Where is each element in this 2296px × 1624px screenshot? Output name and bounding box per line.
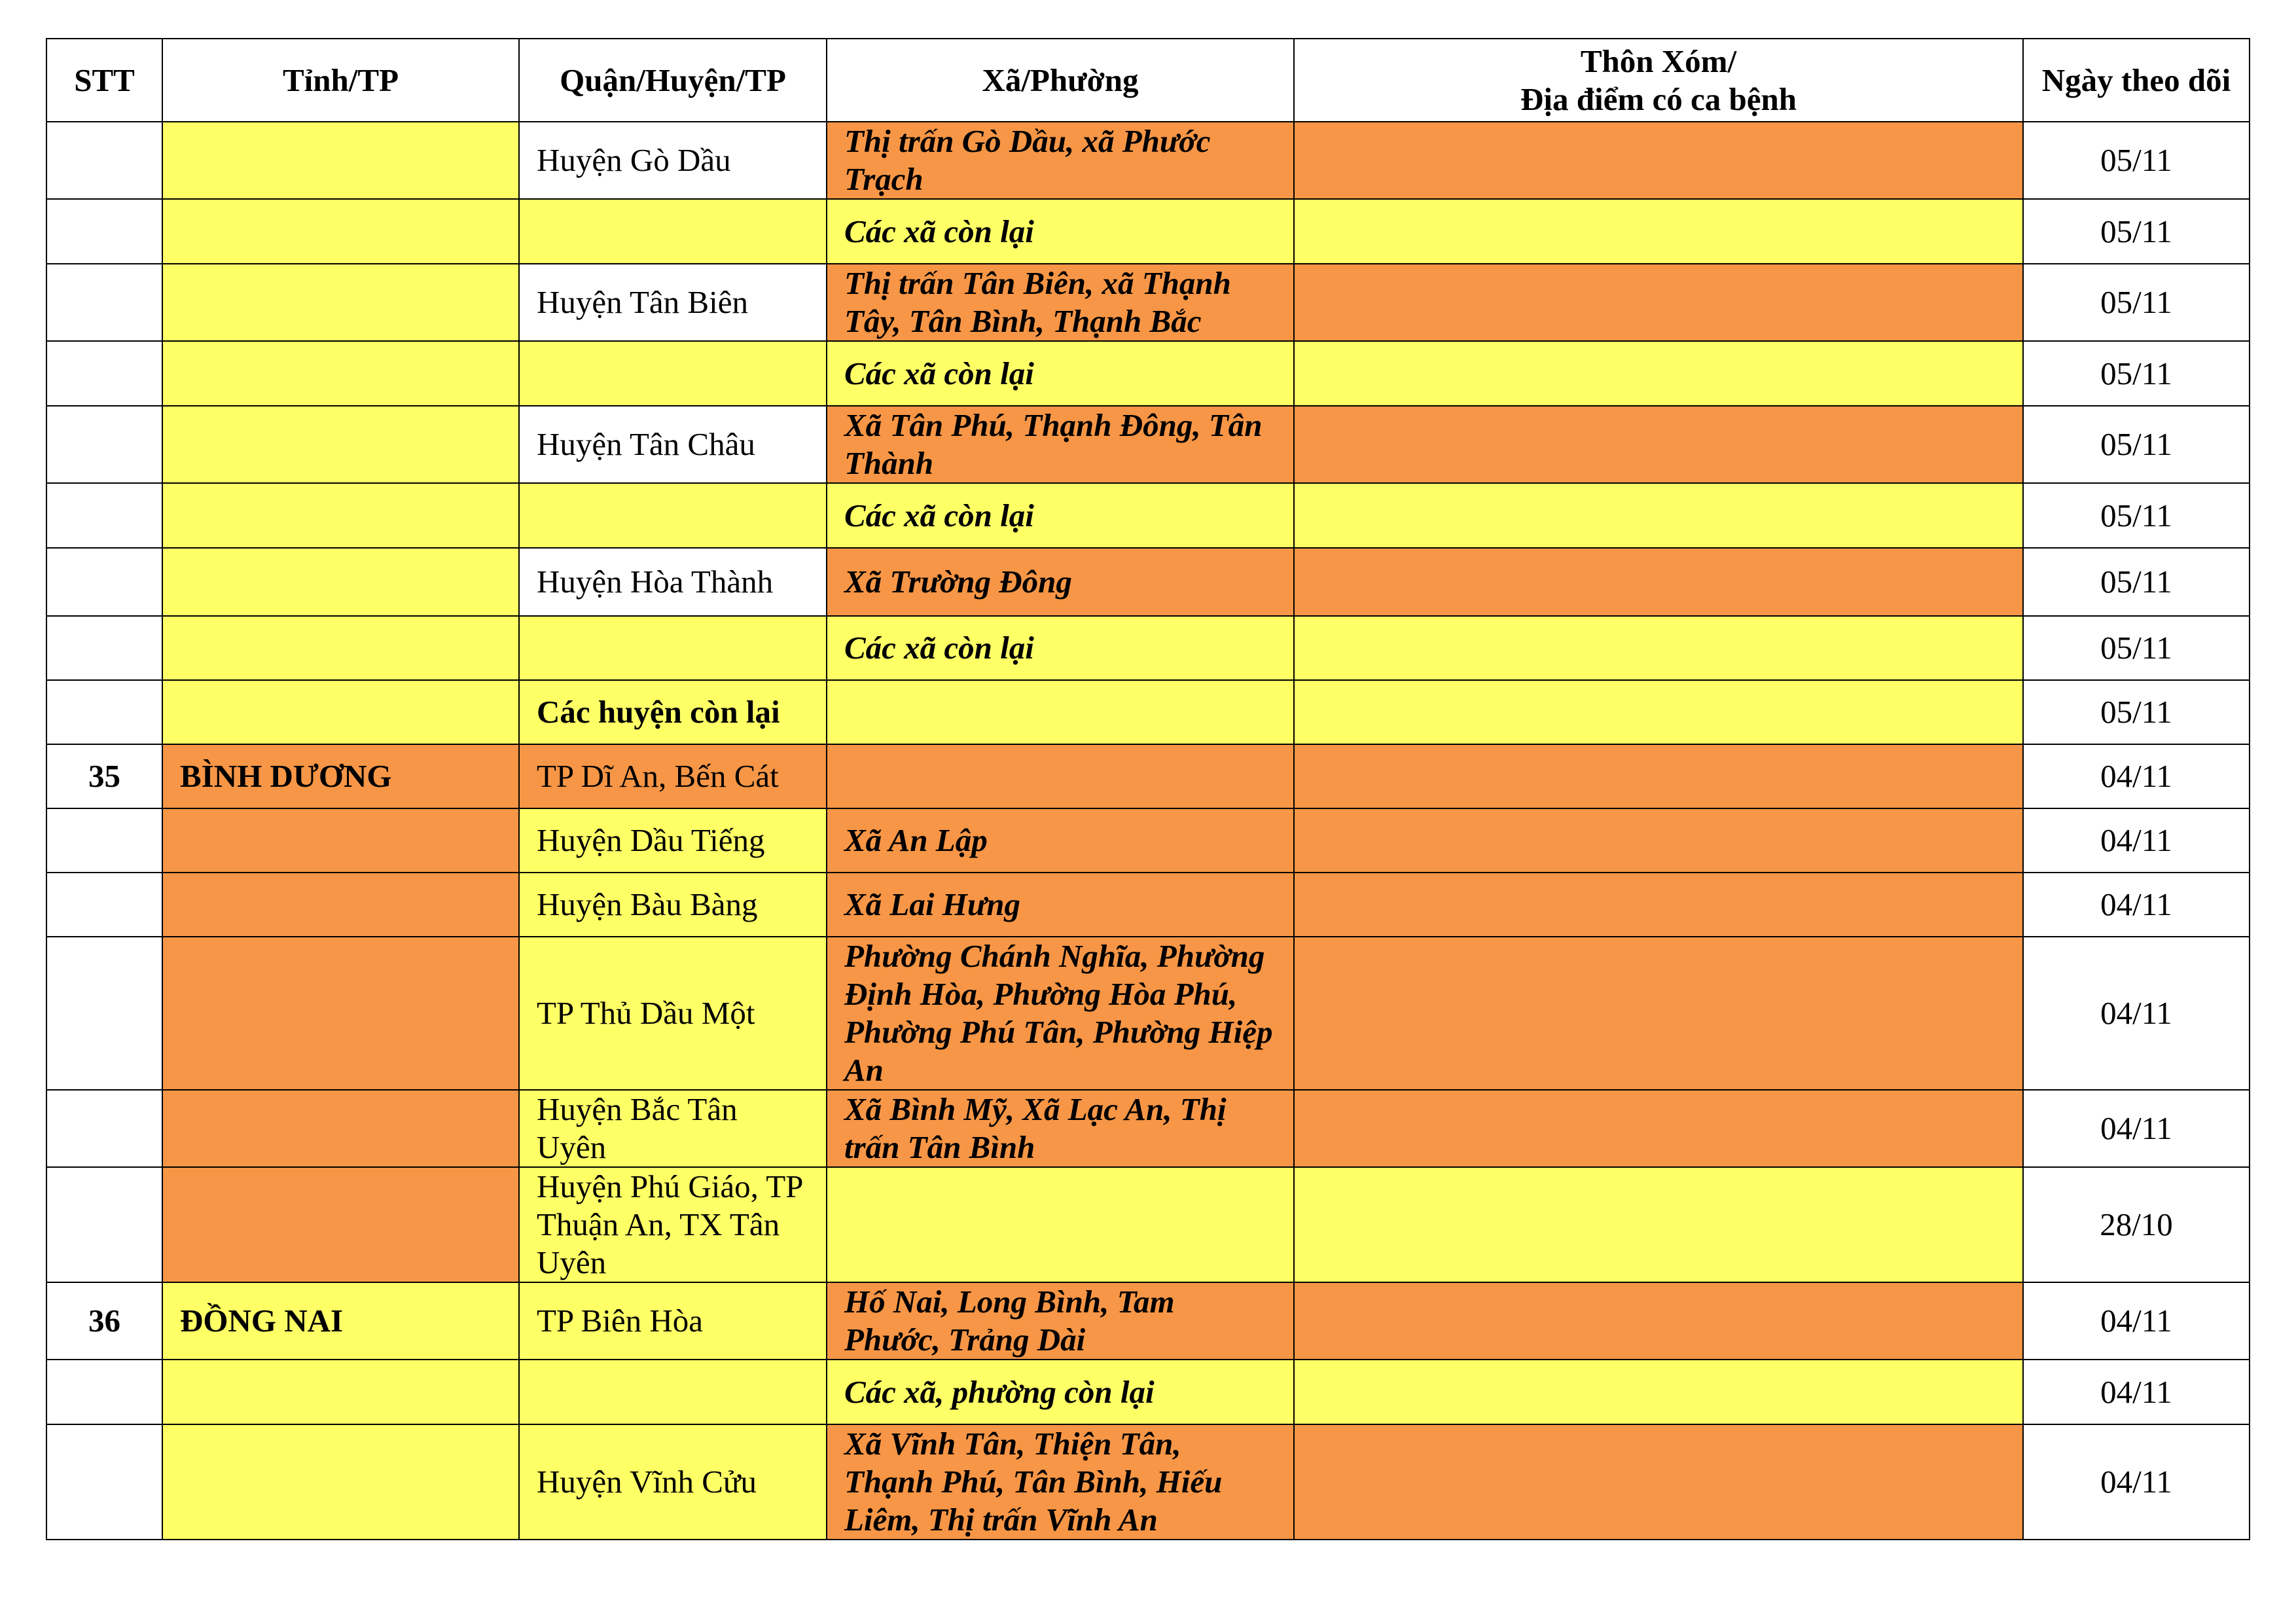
cell-date: 04/11 (2023, 1090, 2250, 1167)
cell-stt: 36 (46, 1282, 162, 1360)
cell-province (162, 808, 519, 873)
table-row (46, 199, 2250, 264)
cell-stt (46, 122, 162, 199)
cell-stt (46, 406, 162, 483)
table-row (46, 680, 2250, 744)
cell-district (519, 483, 827, 548)
header-hamlet-line2: Địa điểm có ca bệnh (1520, 81, 1797, 117)
cell-stt (46, 264, 162, 341)
table-row (46, 122, 2250, 199)
cell-province (162, 122, 519, 199)
cell-date: 05/11 (2023, 616, 2250, 680)
cell-ward: Hố Nai, Long Bình, Tam Phước, Trảng Dài (827, 1282, 1294, 1360)
table-row (46, 1424, 2250, 1540)
table-row (46, 616, 2250, 680)
cell-date: 05/11 (2023, 548, 2250, 616)
table-row (46, 937, 2250, 1090)
cell-ward: Xã Trường Đông (827, 548, 1294, 616)
cell-hamlet (1294, 264, 2023, 341)
cell-district: Các huyện còn lại (519, 680, 827, 744)
cell-date: 05/11 (2023, 199, 2250, 264)
cell-province (162, 937, 519, 1090)
cell-ward: Xã Vĩnh Tân, Thiện Tân, Thạnh Phú, Tân Bình, Hiếu Liêm, Thị trấn Vĩnh An (827, 1424, 1294, 1540)
cell-province (162, 1360, 519, 1424)
cell-ward: Xã Bình Mỹ, Xã Lạc An, Thị trấn Tân Bình (827, 1090, 1294, 1167)
cell-date: 04/11 (2023, 1424, 2250, 1540)
cell-ward: Xã An Lập (827, 808, 1294, 873)
table-header-row (46, 39, 2250, 122)
cell-district (519, 341, 827, 406)
header-stt: STT (46, 39, 162, 122)
cell-hamlet (1294, 808, 2023, 873)
cell-hamlet (1294, 744, 2023, 808)
cell-stt (46, 680, 162, 744)
cell-district (519, 199, 827, 264)
cell-district (519, 616, 827, 680)
cell-stt (46, 1360, 162, 1424)
cell-ward (827, 744, 1294, 808)
cell-district: Huyện Phú Giáo, TP Thuận An, TX Tân Uyên (519, 1167, 827, 1282)
table-row (46, 744, 2250, 808)
cell-ward: Xã Tân Phú, Thạnh Đông, Tân Thành (827, 406, 1294, 483)
cell-date: 04/11 (2023, 744, 2250, 808)
cell-date: 28/10 (2023, 1167, 2250, 1282)
cell-hamlet (1294, 680, 2023, 744)
table-row (46, 1360, 2250, 1424)
table-row (46, 406, 2250, 483)
cell-ward: Thị trấn Tân Biên, xã Thạnh Tây, Tân Bình, Thạnh Bắc (827, 264, 1294, 341)
cell-ward: Các xã còn lại (827, 483, 1294, 548)
case-tracking-table (46, 38, 2250, 1540)
cell-hamlet (1294, 1360, 2023, 1424)
header-district: Quận/Huyện/TP (519, 39, 827, 122)
cell-province (162, 1167, 519, 1282)
header-hamlet-line1: Thôn Xóm/ (1580, 43, 1737, 79)
header-hamlet (1294, 39, 2023, 122)
cell-district: Huyện Bàu Bàng (519, 873, 827, 937)
cell-date: 05/11 (2023, 680, 2250, 744)
cell-province (162, 341, 519, 406)
table-row (46, 1282, 2250, 1360)
cell-hamlet (1294, 937, 2023, 1090)
cell-district: Huyện Vĩnh Cửu (519, 1424, 827, 1540)
cell-stt (46, 808, 162, 873)
cell-district (519, 1360, 827, 1424)
table-row (46, 341, 2250, 406)
cell-province (162, 616, 519, 680)
cell-date: 05/11 (2023, 483, 2250, 548)
cell-hamlet (1294, 122, 2023, 199)
cell-province (162, 680, 519, 744)
cell-district: Huyện Hòa Thành (519, 548, 827, 616)
cell-hamlet (1294, 1282, 2023, 1360)
cell-date: 04/11 (2023, 873, 2250, 937)
cell-stt (46, 1090, 162, 1167)
cell-province (162, 483, 519, 548)
cell-hamlet (1294, 406, 2023, 483)
cell-ward: Các xã còn lại (827, 341, 1294, 406)
cell-hamlet (1294, 1167, 2023, 1282)
cell-stt: 35 (46, 744, 162, 808)
cell-district: Huyện Gò Dầu (519, 122, 827, 199)
cell-province: BÌNH DƯƠNG (162, 744, 519, 808)
cell-hamlet (1294, 483, 2023, 548)
cell-date: 04/11 (2023, 937, 2250, 1090)
header-date: Ngày theo dõi (2023, 39, 2250, 122)
cell-date: 05/11 (2023, 341, 2250, 406)
cell-district: Huyện Tân Châu (519, 406, 827, 483)
cell-hamlet (1294, 341, 2023, 406)
header-ward: Xã/Phường (827, 39, 1294, 122)
cell-district: TP Biên Hòa (519, 1282, 827, 1360)
header-province: Tỉnh/TP (162, 39, 519, 122)
cell-province (162, 199, 519, 264)
table-row (46, 808, 2250, 873)
cell-hamlet (1294, 199, 2023, 264)
cell-hamlet (1294, 1424, 2023, 1540)
table-row (46, 873, 2250, 937)
cell-date: 04/11 (2023, 1360, 2250, 1424)
cell-province (162, 264, 519, 341)
table-row (46, 264, 2250, 341)
cell-ward: Xã Lai Hưng (827, 873, 1294, 937)
cell-ward: Các xã còn lại (827, 199, 1294, 264)
cell-stt (46, 199, 162, 264)
cell-district: TP Dĩ An, Bến Cát (519, 744, 827, 808)
cell-hamlet (1294, 548, 2023, 616)
cell-stt (46, 1167, 162, 1282)
cell-date: 04/11 (2023, 808, 2250, 873)
cell-date: 05/11 (2023, 122, 2250, 199)
table-row (46, 1090, 2250, 1167)
cell-ward (827, 1167, 1294, 1282)
cell-province (162, 548, 519, 616)
cell-ward: Phường Chánh Nghĩa, Phường Định Hòa, Phường Hòa Phú, Phường Phú Tân, Phường Hiệp An (827, 937, 1294, 1090)
cell-ward: Thị trấn Gò Dầu, xã Phước Trạch (827, 122, 1294, 199)
cell-province (162, 873, 519, 937)
cell-hamlet (1294, 616, 2023, 680)
cell-stt (46, 937, 162, 1090)
cell-stt (46, 616, 162, 680)
cell-ward (827, 680, 1294, 744)
table-body (46, 122, 2250, 1540)
cell-stt (46, 1424, 162, 1540)
cell-stt (46, 548, 162, 616)
cell-stt (46, 873, 162, 937)
cell-district: Huyện Dầu Tiếng (519, 808, 827, 873)
cell-district: TP Thủ Dầu Một (519, 937, 827, 1090)
cell-stt (46, 341, 162, 406)
cell-date: 05/11 (2023, 406, 2250, 483)
cell-date: 04/11 (2023, 1282, 2250, 1360)
table-row (46, 1167, 2250, 1282)
cell-province (162, 1090, 519, 1167)
cell-date: 05/11 (2023, 264, 2250, 341)
cell-stt (46, 483, 162, 548)
table-row (46, 548, 2250, 616)
cell-province (162, 406, 519, 483)
table-row (46, 483, 2250, 548)
cell-ward: Các xã, phường còn lại (827, 1360, 1294, 1424)
cell-hamlet (1294, 873, 2023, 937)
cell-province: ĐỒNG NAI (162, 1282, 519, 1360)
cell-hamlet (1294, 1090, 2023, 1167)
cell-ward: Các xã còn lại (827, 616, 1294, 680)
cell-district: Huyện Tân Biên (519, 264, 827, 341)
cell-province (162, 1424, 519, 1540)
cell-district: Huyện Bắc Tân Uyên (519, 1090, 827, 1167)
